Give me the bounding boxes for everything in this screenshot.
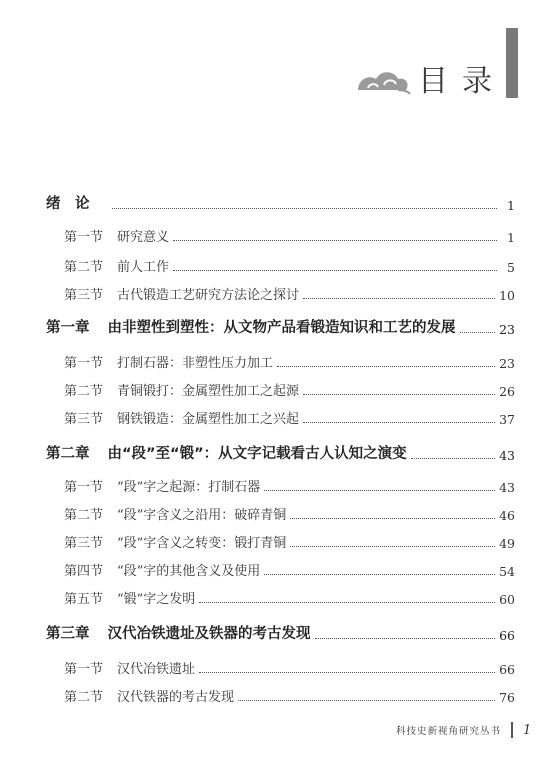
toc-entry-number: 第三节 (64, 536, 104, 551)
toc-entry-number: 第二节 (64, 260, 104, 275)
toc-section-entry[interactable] (64, 560, 515, 579)
toc-section-entry[interactable] (64, 226, 515, 245)
toc-entry-page: 5 (507, 260, 515, 275)
toc-entry-title: 汉代铁器的考古发现 (117, 690, 235, 705)
toc-entry-title: “段”字含义之转变：锻打青铜 (117, 536, 287, 551)
toc-entry-number: 第二节 (64, 508, 104, 523)
dot-leader (290, 518, 495, 519)
toc-entry-page: 46 (499, 508, 515, 523)
toc-entry-number: 第二节 (64, 690, 104, 705)
toc-entry-page: 23 (499, 356, 515, 371)
dot-leader (303, 298, 495, 299)
toc-entry-page: 49 (499, 536, 515, 551)
toc-entry-title: “段”字含义之沿用：破碎青铜 (117, 508, 287, 523)
toc-entry-number: 第三章 (46, 626, 90, 642)
toc-entry-title: “段”字的其他含义及使用 (117, 564, 261, 579)
toc-entry-page: 66 (499, 662, 515, 677)
toc-entry-page: 23 (499, 322, 515, 337)
toc-chapter-entry[interactable] (46, 442, 515, 463)
toc-entry-title: “锻”字之发明 (117, 592, 196, 607)
toc-entry-page: 54 (499, 564, 515, 579)
dot-leader (199, 672, 495, 673)
page-title: 目录 (418, 64, 506, 99)
toc-section-entry[interactable] (64, 532, 515, 551)
toc-section-entry[interactable] (64, 658, 515, 677)
toc-entry-page: 76 (499, 690, 515, 705)
series-name: 科技史新视角研究丛书 (396, 726, 502, 737)
toc-entry-page: 37 (499, 412, 515, 427)
cloud-icon (354, 66, 412, 100)
toc-entry-title: 打制石器：非塑性压力加工 (117, 356, 274, 371)
toc-entry-number: 第二节 (64, 384, 104, 399)
toc-entry-page: 26 (499, 384, 515, 399)
dot-leader (264, 490, 495, 491)
toc-entry-number: 绪 论 (46, 196, 90, 212)
toc-entry-page: 1 (507, 198, 515, 213)
dot-leader (199, 602, 495, 603)
page-number: 1 (523, 722, 532, 738)
toc-entry-page: 43 (499, 480, 515, 495)
toc-section-entry[interactable] (64, 504, 515, 523)
side-accent-bar (506, 28, 518, 98)
toc-section-entry[interactable] (64, 352, 515, 371)
toc-entry-title: 钢铁锻造：金属塑性加工之兴起 (117, 412, 300, 427)
toc-section-entry[interactable] (64, 588, 515, 607)
page-footer (396, 722, 531, 738)
toc-section-entry[interactable] (64, 256, 515, 275)
toc-entry-title: 青铜锻打：金属塑性加工之起源 (117, 384, 300, 399)
toc-entry-number: 第二章 (46, 446, 90, 462)
toc-chapter-entry[interactable] (46, 622, 515, 643)
footer-divider (511, 722, 513, 738)
toc-entry-title: 前人工作 (117, 260, 170, 275)
dot-leader (277, 366, 495, 367)
toc-entry-title: 汉代冶铁遗址及铁器的考古发现 (107, 626, 311, 642)
toc-entry-number: 第一节 (64, 356, 104, 371)
toc-entry-title: “段”字之起源：打制石器 (117, 480, 261, 495)
dot-leader (173, 270, 497, 271)
toc-entry-number: 第三节 (64, 412, 104, 427)
toc-entry-title: 汉代冶铁遗址 (117, 662, 196, 677)
dot-leader (460, 332, 496, 333)
toc-chapter-entry[interactable] (46, 316, 515, 337)
toc-entry-title: 古代锻造工艺研究方法论之探讨 (117, 288, 300, 303)
toc-entry-title: 由“段”至“锻”：从文字记载看古人认知之演变 (107, 446, 407, 462)
toc-entry-page: 10 (499, 288, 515, 303)
toc-entry-number: 第一节 (64, 230, 104, 245)
dot-leader (290, 546, 495, 547)
toc-section-entry[interactable] (64, 408, 515, 427)
toc-entry-number: 第三节 (64, 288, 104, 303)
toc-section-entry[interactable] (64, 476, 515, 495)
toc-entry-number: 第四节 (64, 564, 104, 579)
dot-leader (315, 638, 496, 639)
dot-leader (238, 700, 495, 701)
toc-entry-number: 第五节 (64, 592, 104, 607)
dot-leader (112, 208, 498, 209)
toc-section-entry[interactable] (64, 284, 515, 303)
dot-leader (173, 240, 497, 241)
toc-entry-number: 第一节 (64, 662, 104, 677)
dot-leader (411, 458, 495, 459)
toc-entry-title: 研究意义 (117, 230, 170, 245)
toc-entry-number: 第一章 (46, 320, 90, 336)
toc-entry-page: 1 (507, 230, 515, 245)
dot-leader (264, 574, 495, 575)
toc-entry-page: 66 (499, 628, 515, 643)
toc-section-entry[interactable] (64, 380, 515, 399)
toc-entry-title: 由非塑性到塑性：从文物产品看锻造知识和工艺的发展 (107, 320, 456, 336)
toc-entry-number: 第一节 (64, 480, 104, 495)
dot-leader (303, 394, 495, 395)
toc-entry-page: 60 (499, 592, 515, 607)
dot-leader (303, 422, 495, 423)
toc-entry-page: 43 (499, 448, 515, 463)
toc-chapter-entry[interactable] (46, 192, 515, 213)
toc-section-entry[interactable] (64, 686, 515, 705)
